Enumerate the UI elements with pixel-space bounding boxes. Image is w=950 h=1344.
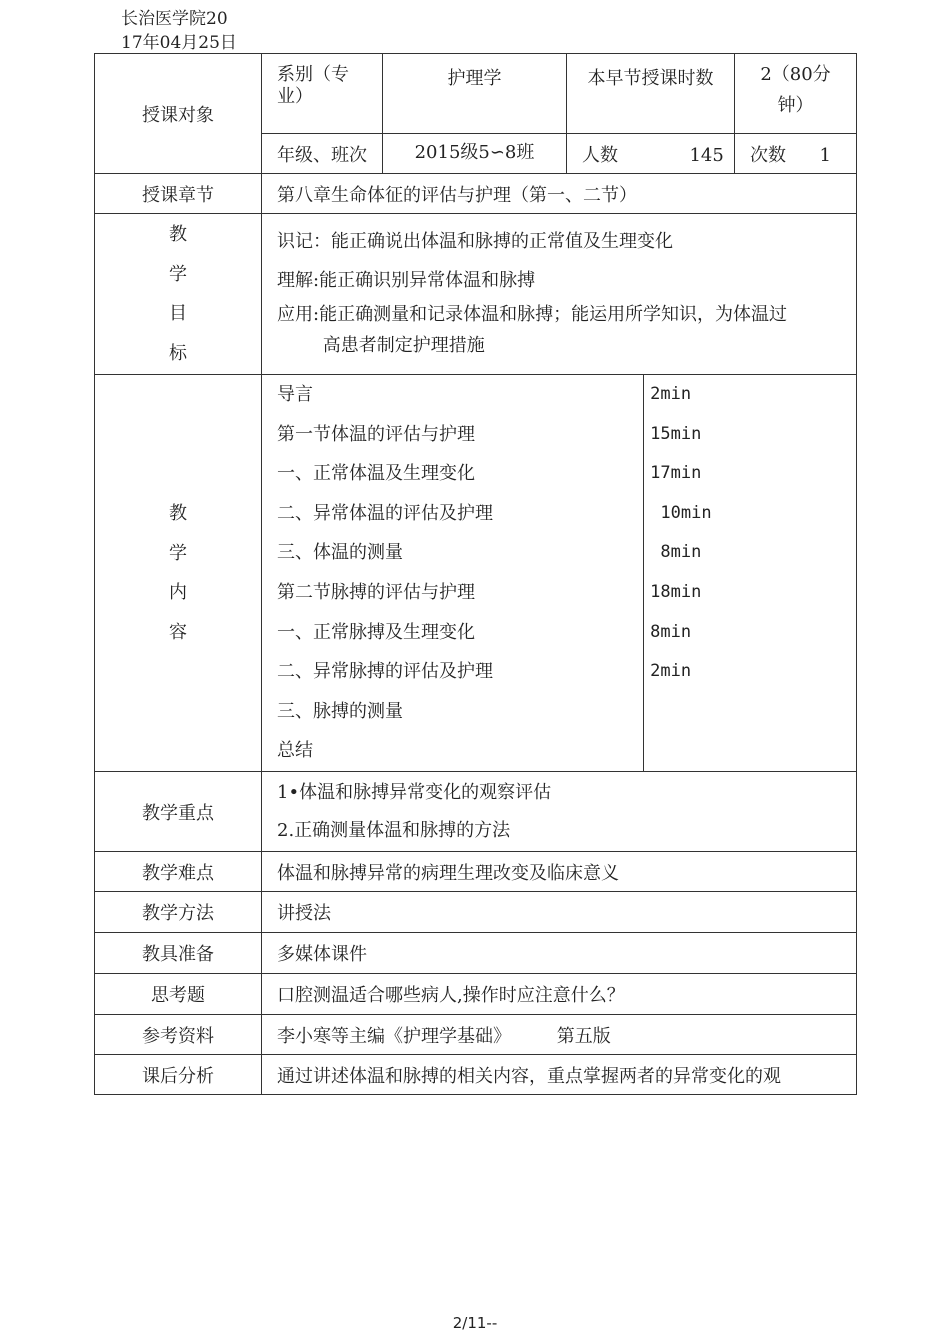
- chapter-label: 授课章节: [95, 174, 262, 214]
- grade-value: 2015级5∽8班: [383, 134, 567, 174]
- content-time: 17min: [650, 463, 702, 484]
- grade-label: 年级、班次: [262, 134, 383, 174]
- times-label: 次数: [750, 144, 786, 166]
- header-line-2: 17年04月25日: [121, 33, 237, 53]
- objective-line: 高患者制定护理措施: [277, 335, 485, 356]
- method-value: 讲授法: [262, 892, 857, 933]
- content-time: 18min: [650, 581, 702, 602]
- question-label: 思考题: [95, 974, 262, 1015]
- tools-label: 教具准备: [95, 933, 262, 974]
- method-label: 教学方法: [95, 892, 262, 933]
- contents-label-char: 学: [169, 542, 187, 564]
- content-topic: 总结: [277, 740, 313, 762]
- content-topic: 第二节脉搏的评估与护理: [277, 581, 475, 603]
- target-label: 授课对象: [95, 54, 262, 174]
- question-value: 口腔测温适合哪些病人,操作时应注意什么？: [262, 974, 857, 1015]
- count-label: 人数: [582, 144, 618, 166]
- key-point-line: 1•体温和脉搏异常变化的观察评估: [277, 781, 552, 803]
- key-point-line: 2.正确测量体温和脉搏的方法: [277, 819, 511, 841]
- dept-value: 护理学: [383, 54, 567, 134]
- reference-label: 参考资料: [95, 1015, 262, 1055]
- objectives-content: [262, 214, 857, 375]
- hours-value-line-2: 钟）: [777, 95, 814, 116]
- objective-line: 应用:能正确测量和记录体温和脉搏；能运用所学知识，为体温过: [277, 304, 788, 325]
- objectives-label-char: 教: [169, 224, 187, 245]
- contents-label-char: 容: [169, 621, 187, 643]
- reference-value: 李小寒等主编《护理学基础》 第五版: [262, 1015, 857, 1055]
- contents-label-char: 内: [169, 582, 187, 603]
- count-cell: [567, 134, 735, 174]
- objective-line: 理解:能正确识别异常体温和脉搏: [277, 270, 536, 291]
- content-topic: 一、正常脉搏及生理变化: [277, 621, 475, 643]
- chapter-value: 第八章生命体征的评估与护理（第一、二节）: [262, 174, 857, 214]
- page-number: 2/11--: [452, 1314, 498, 1332]
- difficulty-label: 教学难点: [95, 852, 262, 892]
- difficulty-value: 体温和脉搏异常的病理生理改变及临床意义: [262, 852, 857, 892]
- content-topic: 导言: [277, 384, 313, 405]
- topics-column: [262, 375, 644, 771]
- key-points-label: 教学重点: [95, 772, 262, 852]
- times-value: 1: [819, 144, 831, 166]
- times-column: [644, 375, 856, 771]
- header-line-1: 长治医学院20: [121, 9, 228, 29]
- analysis-label: 课后分析: [95, 1055, 262, 1095]
- content-time: 15min: [650, 423, 702, 444]
- content-time: 2min: [650, 661, 692, 682]
- content-topic: 三、脉搏的测量: [277, 700, 403, 722]
- content-topic: 第一节体温的评估与护理: [277, 423, 475, 445]
- tools-value: 多媒体课件: [262, 933, 857, 974]
- objectives-label-char: 目: [169, 303, 187, 324]
- content-topic: 二、异常脉搏的评估及护理: [277, 661, 493, 683]
- objective-line: 识记：能正确说出体温和脉搏的正常值及生理变化: [277, 231, 673, 252]
- dept-label: 系别（专业）: [262, 54, 383, 134]
- hours-label: 本早节授课时数: [567, 54, 735, 134]
- contents-inner-table: [262, 375, 856, 771]
- content-topic: 三、体温的测量: [277, 542, 403, 564]
- analysis-value: 通过讲述体温和脉搏的相关内容，重点掌握两者的异常变化的观: [262, 1055, 857, 1095]
- lesson-plan-table: [94, 53, 857, 1095]
- hours-value: [735, 54, 857, 134]
- content-topic: 一、正常体温及生理变化: [277, 463, 475, 485]
- times-cell: [735, 134, 857, 174]
- content-time: 10min: [650, 502, 712, 523]
- contents-label-char: 教: [169, 503, 187, 524]
- objectives-label-char: 标: [169, 342, 187, 364]
- hours-value-line-1: 2（80分: [760, 64, 831, 85]
- objectives-label: [95, 214, 262, 375]
- content-time: 8min: [650, 621, 692, 642]
- content-time: 2min: [650, 384, 692, 404]
- contents-cell: [262, 375, 857, 772]
- content-topic: 二、异常体温的评估及护理: [277, 502, 493, 524]
- contents-label: [95, 375, 262, 772]
- content-time: 8min: [650, 542, 702, 563]
- objectives-label-char: 学: [169, 263, 187, 285]
- count-value: 145: [689, 144, 724, 166]
- key-points-content: [262, 772, 857, 852]
